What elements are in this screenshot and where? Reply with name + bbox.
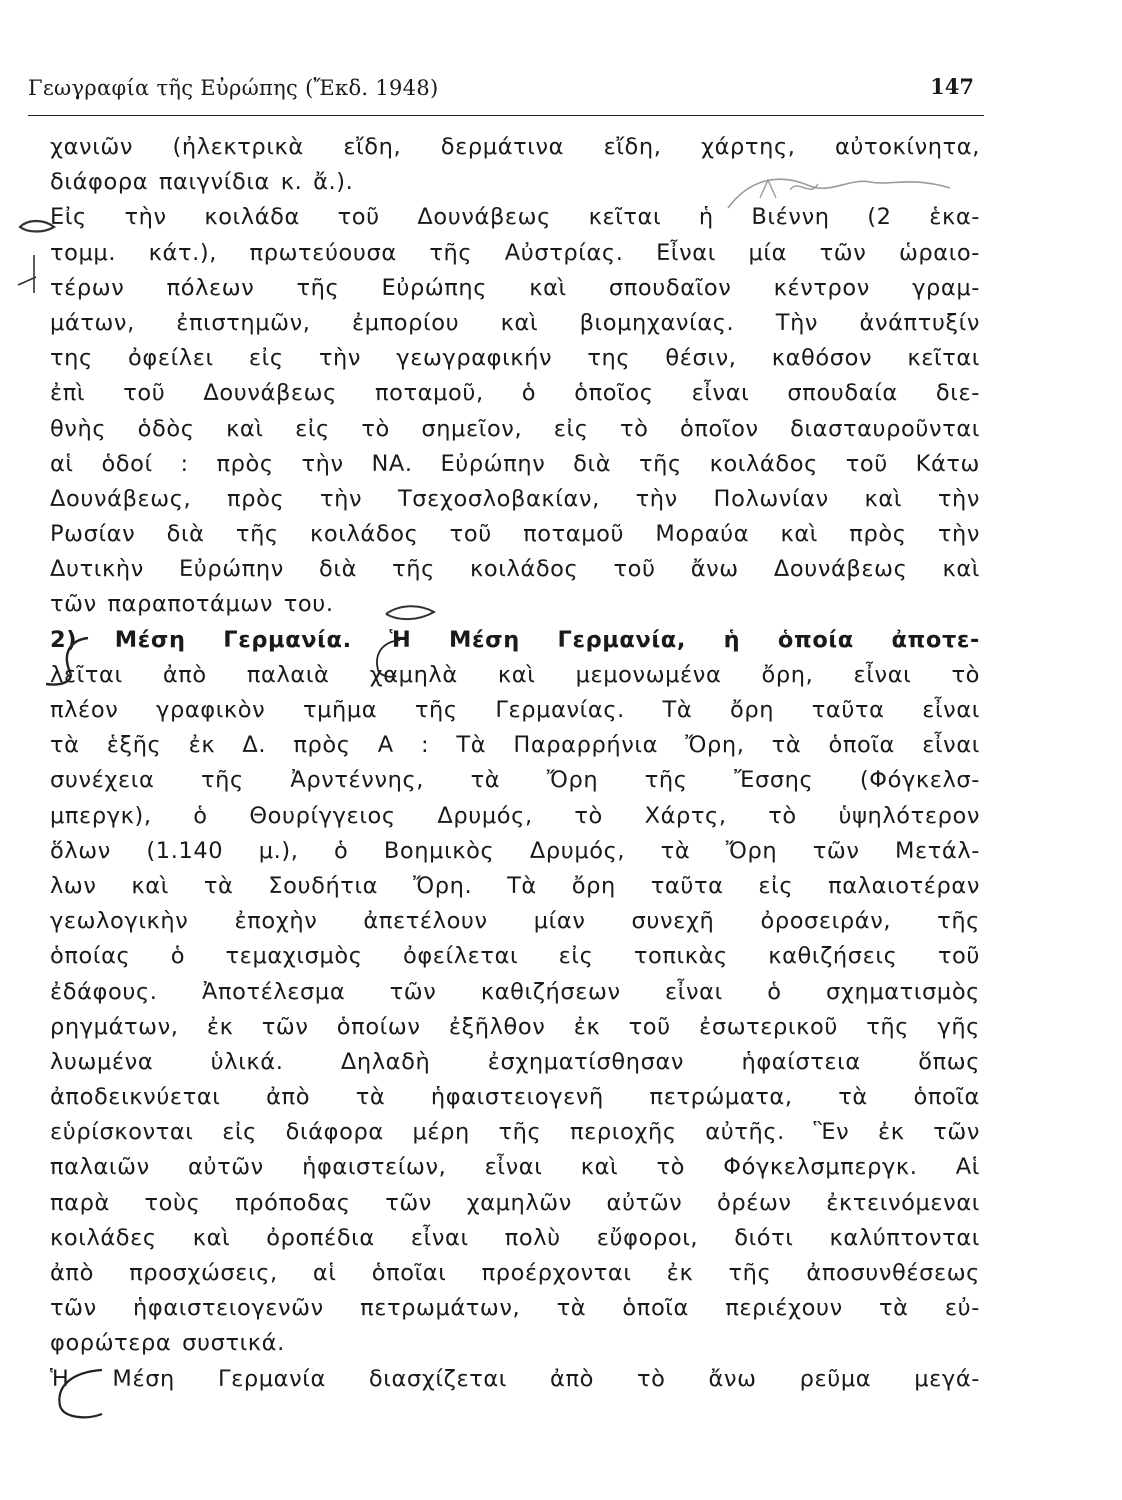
text-line: εὑρίσκονται εἰς διάφορα μέρη τῆς περιοχῆς αὐτῆς. Ἓν ἐκ τῶν: [50, 1119, 980, 1146]
header-rule: [28, 115, 984, 116]
text-line: Δυτικὴν Εὐρώπην διὰ τῆς κοιλάδος τοῦ ἄνω Δουνάβεως καὶ: [50, 556, 980, 583]
text-line: ὁποίας ὁ τεμαχισμὸς ὀφείλεται εἰς τοπικὰς καθιζήσεις τοῦ: [50, 943, 980, 970]
text-line: φορώτερα συστικά.: [50, 1330, 285, 1357]
text-line: λυωμένα ὑλικά. Δηλαδὴ ἐσχηματίσθησαν ἡφαίστεια ὅπως: [50, 1048, 980, 1075]
text-line: της ὀφείλει εἰς τὴν γεωγραφικήν της θέσιν, καθόσον κεῖται: [50, 345, 980, 372]
text-line: Εἰς τὴν κοιλάδα τοῦ Δουνάβεως κεῖται ἡ Βιέννη (2 ἑκα-: [50, 204, 980, 231]
text-line: αἱ ὁδοί : πρὸς τὴν ΝΑ. Εὐρώπην διὰ τῆς κοιλάδος τοῦ Κάτω: [50, 450, 980, 477]
text-line: ρηγμάτων, ἐκ τῶν ὁποίων ἐξῆλθον ἐκ τοῦ ἐσωτερικοῦ τῆς γῆς: [50, 1013, 980, 1040]
text-line: τῶν παραποτάμων του.: [50, 591, 334, 618]
text-line: χανιῶν (ἠλεκτρικὰ εἴδη, δερμάτινα εἴδη, χάρτης, αὐτοκίνητα,: [50, 134, 980, 160]
text-line: τέρων πόλεων τῆς Εὐρώπης καὶ σπουδαῖον κέντρον γραμ-: [50, 274, 980, 301]
text-line: Ἡ Μέση Γερμανία διασχίζεται ἀπὸ τὸ ἄνω ρεῦμα μεγά-: [50, 1365, 980, 1392]
section-heading-line: 2) Μέση Γερμανία. Ἡ Μέση Γερμανία, ἡ ὁποία ἀποτε-: [50, 626, 980, 653]
text-line: Δουνάβεως, πρὸς τὴν Τσεχοσλοβακίαν, τὴν Πολωνίαν καὶ τὴν: [50, 485, 980, 512]
text-line: γεωλογικὴν ἐποχὴν ἀπετέλουν μίαν συνεχῆ ὀροσειράν, τῆς: [50, 908, 980, 935]
text-line: μπεργκ), ὁ Θουρίγγειος Δρυμός, τὸ Χάρτς, τὸ ὑψηλότερον: [50, 802, 980, 829]
body-text: [50, 130, 980, 1397]
text-line: παρὰ τοὺς πρόποδας τῶν χαμηλῶν αὐτῶν ὀρέων ἐκτεινόμεναι: [50, 1189, 980, 1216]
text-line: κοιλάδες καὶ ὀροπέδια εἶναι πολὺ εὔφοροι, διότι καλύπτονται: [50, 1224, 980, 1251]
text-line: τὰ ἑξῆς ἐκ Δ. πρὸς Α : Τὰ Παραρρήνια Ὄρη, τὰ ὁποῖα εἶναι: [50, 732, 980, 759]
text-line: διάφορα παιγνίδια κ. ἄ.).: [50, 169, 354, 196]
running-title: Γεωγραφία τῆς Εὐρώπης (Ἔκδ. 1948): [28, 76, 439, 100]
text-line: πλέον γραφικὸν τμῆμα τῆς Γερμανίας. Τὰ ὄρη ταῦτα εἶναι: [50, 697, 980, 723]
text-line: λων καὶ τὰ Σουδήτια Ὄρη. Τὰ ὄρη ταῦτα εἰς παλαιοτέραν: [50, 872, 980, 899]
text-line: ὅλων (1.140 μ.), ὁ Βοημικὸς Δρυμός, τὰ Ὄρη τῶν Μετάλ-: [50, 837, 980, 864]
page-header: [28, 70, 978, 110]
text-line: παλαιῶν αὐτῶν ἡφαιστείων, εἶναι καὶ τὸ Φόγκελσμπεργκ. Αἱ: [50, 1154, 980, 1181]
text-line: λεῖται ἀπὸ παλαιὰ χαμηλὰ καὶ μεμονωμένα ὄρη, εἶναι τὸ: [50, 661, 980, 688]
text-line: τομμ. κάτ.), πρωτεύουσα τῆς Αὐστρίας. Εἶναι μία τῶν ὡραιο-: [50, 239, 980, 266]
text-line: ἐδάφους. Ἀποτέλεσμα τῶν καθιζήσεων εἶναι ὁ σχηματισμὸς: [50, 978, 980, 1005]
text-line: ἀποδεικνύεται ἀπὸ τὰ ἡφαιστειογενῆ πετρώματα, τὰ ὁποῖα: [50, 1084, 980, 1111]
text-line: ἀπὸ προσχώσεις, αἱ ὁποῖαι προέρχονται ἐκ τῆς ἀποσυνθέσεως: [50, 1260, 980, 1286]
text-line: μάτων, ἐπιστημῶν, ἐμπορίου καὶ βιομηχανίας. Τὴν ἀνάπτυξίν: [50, 309, 980, 336]
text-line: ἐπὶ τοῦ Δουνάβεως ποταμοῦ, ὁ ὁποῖος εἶναι σπουδαία διε-: [50, 380, 980, 407]
text-line: τῶν ἡφαιστειογενῶν πετρωμάτων, τὰ ὁποῖα περιέχουν τὰ εὐ-: [50, 1295, 980, 1322]
page-number: 147: [930, 74, 974, 99]
text-line: Ρωσίαν διὰ τῆς κοιλάδος τοῦ ποταμοῦ Μοραύα καὶ πρὸς τὴν: [50, 521, 980, 548]
text-line: συνέχεια τῆς Ἀρντέννης, τὰ Ὄρη τῆς Ἔσσης (Φόγκελσ-: [50, 767, 980, 794]
text-line: θνὴς ὁδὸς καὶ εἰς τὸ σημεῖον, εἰς τὸ ὁποῖον διασταυροῦνται: [50, 415, 980, 442]
